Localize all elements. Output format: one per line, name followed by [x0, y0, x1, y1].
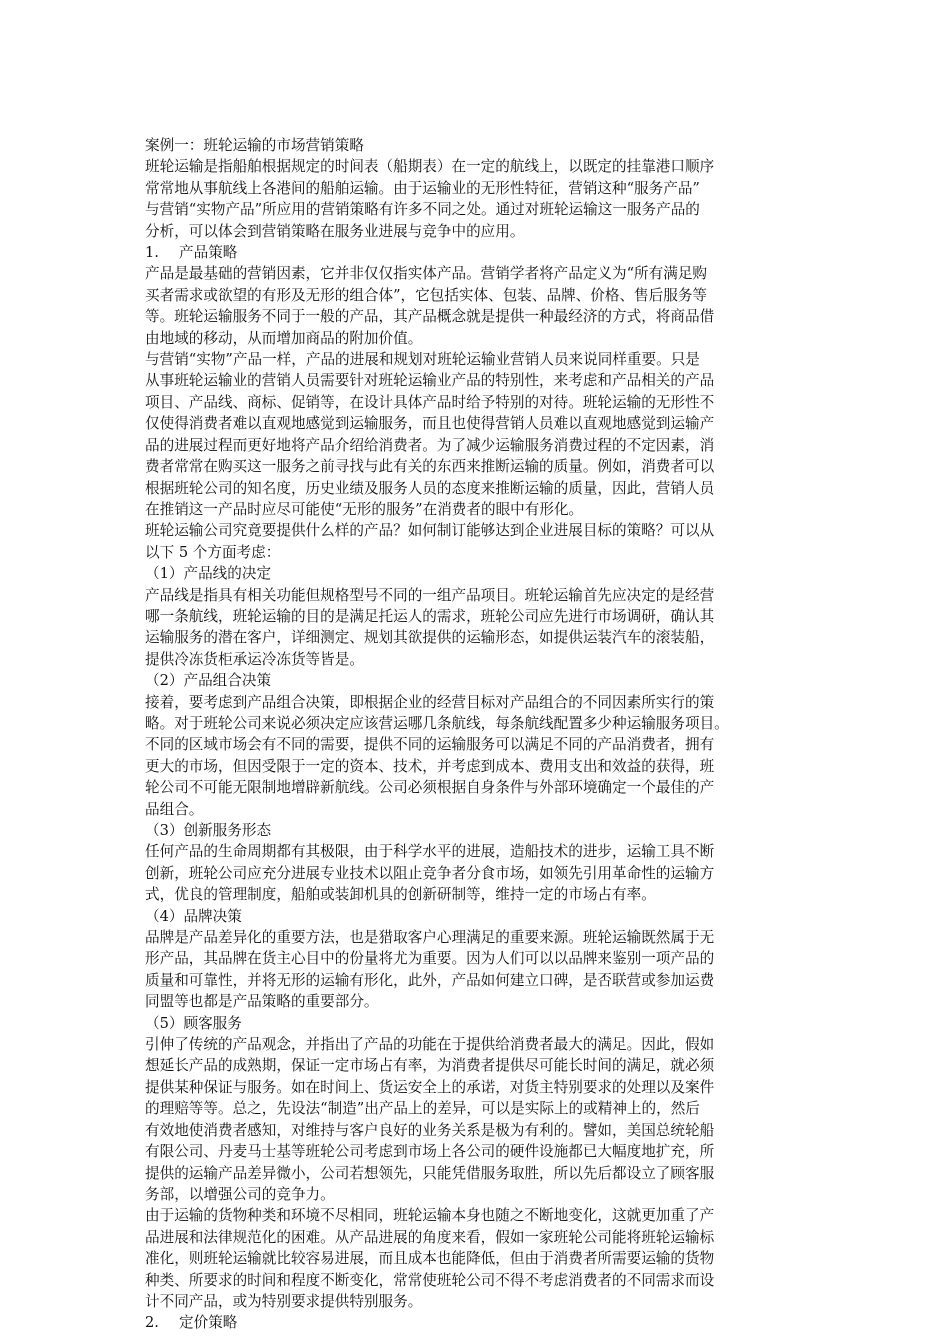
- text-line: 提供某种保证与服务。如在时间上、货运安全上的承诺，对货主特别要求的处理以及案件: [145, 1078, 715, 1096]
- text-line: 以下 5 个方面考虑：: [145, 543, 281, 561]
- text-line: 等。班轮运输服务不同于一般的产品，其产品概念就是提供一种最经济的方式，将商品借: [145, 308, 715, 326]
- text-line: 计不同产品，或为特别要求提供特别服务。: [145, 1292, 423, 1310]
- text-line: 准化，则班轮运输就比较容易进展，而且成本也能降低，但由于消费者所需要运输的货物: [145, 1250, 715, 1268]
- section-heading-product-strategy: [145, 242, 807, 263]
- text-line: 项目、产品线、商标、促销等，在设计具体产品时给予特别的对待。班轮运输的无形性不: [145, 393, 715, 411]
- text-line: 接着，要考虑到产品组合决策，即根据企业的经营目标对产品组合的不同因素所实行的策: [145, 693, 715, 711]
- product-mix-body: [145, 692, 807, 820]
- text-line: 班轮运输公司究竟要提供什么样的产品？如何制订能够达到企业进展目标的策略？可以从: [145, 522, 715, 540]
- text-line: 哪一条航线，班轮运输的目的是满足托运人的需求，班轮公司应先进行市场调研，确认其: [145, 607, 715, 625]
- text-line: 与营销“实物”产品一样，产品的进展和规划对班轮运输业营销人员来说同样重要。只是: [145, 351, 700, 369]
- section-heading-pricing-strategy: [145, 1312, 807, 1333]
- section-number: 2.: [145, 1314, 159, 1332]
- text-line: 式，优良的管理制度，船舶或装卸机具的创新研制等，维持一定的市场占有率。: [145, 886, 656, 904]
- text-line: 品的进展过程而更好地将产品介绍给消费者。为了减少运输服务消费过程的不定因素，消: [145, 436, 715, 454]
- subheading-brand: （4）品牌决策: [145, 907, 242, 925]
- innovation-body: [145, 841, 807, 905]
- text-line: 有效地使消费者感知，对维持与客户良好的业务关系是极为有利的。譬如，美国总统轮船: [145, 1121, 715, 1139]
- customer-service-body: [145, 1034, 807, 1312]
- product-strategy-body: [145, 263, 807, 563]
- section-title: 定价策略: [179, 1314, 238, 1332]
- text-line: 提供的运输产品差异微小，公司若想领先，只能凭借服务取胜，所以先后都设立了顾客服: [145, 1164, 715, 1182]
- text-line: 轮公司不可能无限制地增辟新航线。公司必须根据自身条件与外部环境确定一个最佳的产: [145, 779, 715, 797]
- text-line: 产品线是指具有相关功能但规格型号不同的一组产品项目。班轮运输首先应决定的是经营: [145, 586, 715, 604]
- text-line: 从事班轮运输业的营销人员需要针对班轮运输业产品的特别性，来考虑和产品相关的产品: [145, 372, 715, 390]
- text-line: 创新，班轮公司应充分进展专业技术以阻止竞争者分食市场，如领先引用革命性的运输方: [145, 864, 715, 882]
- text-line: 运输服务的潜在客户，详细测定、规划其欲提供的运输形态，如提供运装汽车的滚装船，: [145, 629, 715, 647]
- text-line: 务部，以增强公司的竞争力。: [145, 1185, 335, 1203]
- text-line: 引伸了传统的产品观念，并指出了产品的功能在于提供给消费者最大的满足。因此，假如: [145, 1036, 715, 1054]
- text-line: 略。对于班轮公司来说必须决定应该营运哪几条航线，每条航线配置多少种运输服务项目。: [145, 714, 729, 732]
- section-number: 1.: [145, 244, 159, 262]
- text-line: 仅使得消费者难以直观地感觉到运输服务，而且也使得营销人员难以直观地感觉到运输产: [145, 415, 715, 433]
- subheading-customer-service: （5）顾客服务: [145, 1014, 242, 1032]
- text-line: 不同的区域市场会有不同的需要，提供不同的运输服务可以满足不同的产品消费者，拥有: [145, 736, 715, 754]
- document-title: 案例一：班轮运输的市场营销策略: [145, 137, 364, 154]
- text-line: 品牌是产品差异化的重要方法，也是猎取客户心理满足的重要来源。班轮运输既然属于无: [145, 929, 715, 947]
- product-line-body: [145, 585, 807, 671]
- text-line: 品进展和法律规范化的困难。从产品进展的角度来看，假如一家班轮公司能将班轮运输标: [145, 1228, 715, 1246]
- text-line: 买者需求或欲望的有形及无形的组合体”，它包括实体、包装、品牌、价格、售后服务等: [145, 286, 708, 304]
- text-line: 品组合。: [145, 800, 204, 818]
- text-line: 提供冷冻货柜承运冷冻货等皆是。: [145, 650, 364, 668]
- text-line: 任何产品的生命周期都有其极限，由于科学水平的进展，造船技术的进步，运输工具不断: [145, 843, 715, 861]
- intro-paragraph: [145, 156, 807, 242]
- text-line: 产品是最基础的营销因素，它并非仅仅指实体产品。营销学者将产品定义为“所有满足购: [145, 265, 708, 283]
- section-title: 产品策略: [179, 244, 238, 262]
- subheading-product-line: （1）产品线的决定: [145, 565, 272, 583]
- text-line: 更大的市场，但因受限于一定的资本、技术，并考虑到成本、费用支出和效益的获得，班: [145, 757, 715, 775]
- text-line: 在推销这一产品时应尽可能使“无形的服务”在消费者的眼中有形化。: [145, 500, 584, 518]
- text-line: 同盟等也都是产品策略的重要部分。: [145, 993, 379, 1011]
- text-line: 与营销“实物产品”所应用的营销策略有许多不同之处。通过对班轮运输这一服务产品的: [145, 201, 700, 219]
- subheading-innovation: （3）创新服务形态: [145, 822, 272, 839]
- text-line: 费者常常在购买这一服务之前寻找与此有关的东西来推断运输的质量。例如，消费者可以: [145, 458, 715, 476]
- text-line: 由于运输的货物种类和环境不尽相同，班轮运输本身也随之不断地变化，这就更加重了产: [145, 1207, 715, 1225]
- text-line: 质量和可靠性，并将无形的运输有形化，此外，产品如何建立口碑，是否联营或参加运费: [145, 971, 715, 989]
- text-line: 由地域的移动，从而增加商品的附加价值。: [145, 329, 423, 347]
- brand-body: [145, 927, 807, 1013]
- text-line: 分析，可以体会到营销策略在服务业进展与竞争中的应用。: [145, 222, 525, 240]
- text-line: 想延长产品的成熟期，保证一定市场占有率，为消费者提供尽可能长时间的满足，就必须: [145, 1057, 715, 1075]
- text-line: 常常地从事航线上各港间的船舶运输。由于运输业的无形性特征，营销这种“服务产品”: [145, 179, 700, 197]
- text-line: 的理赔等等。总之，先设法“制造”出产品上的差异，可以是实际上的或精神上的，然后: [145, 1100, 700, 1118]
- text-line: 有限公司、丹麦马士基等班轮公司考虑到市场上各公司的硬件设施都已大幅度地扩充，所: [145, 1143, 715, 1161]
- text-line: 班轮运输是指船舶根据规定的时间表（船期表）在一定的航线上，以既定的挂靠港口顺序: [145, 158, 715, 176]
- text-line: 种类、所要求的时间和程度不断变化，常常使班轮公司不得不考虑消费者的不同需求而设: [145, 1271, 715, 1289]
- text-line: 根据班轮公司的知名度，历史业绩及服务人员的态度来推断运输的质量，因此，营销人员: [145, 479, 715, 497]
- text-line: 形产品，其品牌在货主心目中的份量将尤为重要。因为人们可以以品牌来鉴别一项产品的: [145, 950, 715, 968]
- document-page: [145, 135, 807, 1334]
- subheading-product-mix: （2）产品组合决策: [145, 672, 272, 690]
